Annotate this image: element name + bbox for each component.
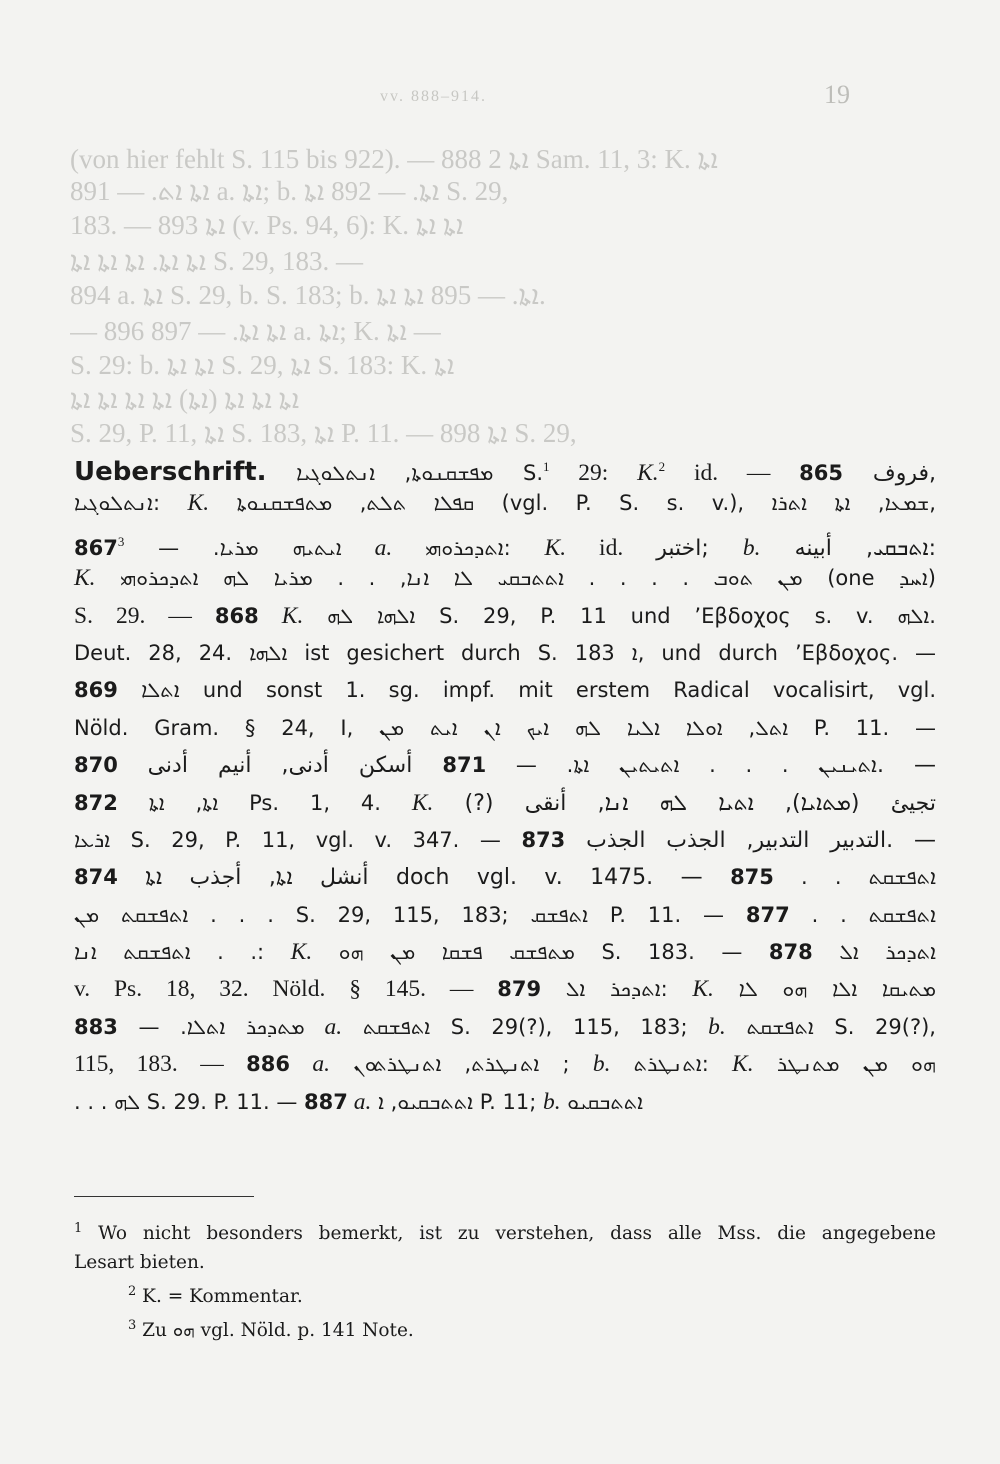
text-run: v. Ps. 18, 32. Nöld. § 145. — bbox=[74, 976, 498, 1003]
show-through-text bbox=[70, 312, 930, 350]
text-run: id. bbox=[566, 534, 657, 561]
text-run: ﺃﻧﺸﻞ ܐܬܐ, ﺃﺟﺬﺏ ܐܬܐ doch vgl. v. 1475. — bbox=[117, 865, 731, 891]
text-line bbox=[74, 635, 936, 672]
footnotes bbox=[74, 1214, 936, 1345]
text-run: 29: bbox=[549, 459, 638, 486]
abbreviation: K. bbox=[411, 789, 434, 816]
syriac-text: ܐܬܕܟܪ ܐܠ: bbox=[541, 977, 693, 1002]
syriac-text: ܐܬܝܢܝܢ . . . ܐܬܝܬܝܢ ܐܬܐ. — bbox=[117, 753, 877, 778]
text-run: id. — bbox=[665, 459, 800, 486]
text-line bbox=[74, 560, 936, 597]
text-run: ܐܬܦܫܩܬ ܡܢ . . . S. 29, 115, 183; ܐܬܦܫܩ P. 11. — bbox=[74, 902, 746, 927]
text-line bbox=[74, 485, 936, 522]
variant-label: a. bbox=[341, 534, 426, 561]
footnote-1 bbox=[74, 1214, 936, 1248]
text-run: Nöld. Gram. § 24, I, ܐܬܠ, ܐܘܠܐ ܐܠܝܐ ܠܗ ܐܝܟ ܐܢ ܐܝܬ ܡܢ P. 11. — bbox=[74, 715, 936, 740]
verse-number: 886 bbox=[246, 1052, 290, 1077]
ghost-line: S. 29, P. 11, ܐܬܐ S. 183, ܐܬܐ P. 11. — 898 ܐܬܐ S. 29, bbox=[70, 418, 577, 448]
verse-number: 875 bbox=[730, 865, 774, 890]
ghost-line: ܐܬܐ ܐܬܐ ܐܬܐ (ܐܬܐ) ܐܬܐ ܐܬܐ ܐܬܐ ܐܬܐ bbox=[70, 384, 300, 414]
syriac-text: ܗܘ ܡܢ ܡܬܢܛܪ bbox=[753, 1052, 936, 1077]
verse-number: 872 bbox=[74, 790, 118, 815]
text-line bbox=[74, 859, 936, 896]
text-run: ܐܬܠܐ und sonst 1. sg. impf. mit erstem Radical vocalisirt, vgl. bbox=[117, 678, 937, 703]
variant-label: b. bbox=[592, 1051, 611, 1078]
variant-label: b. bbox=[708, 1013, 726, 1040]
arabic-text: ﺃﺳﻜﻦ ﺃﺩﻧﻰ, ﺃﻧﻴﻢ ﺃﺩﻧﻰ. — bbox=[147, 753, 936, 779]
text-run: ܐܬܦܫܩܬ S. 29(?), 115, 183; bbox=[342, 1014, 709, 1039]
show-through-text bbox=[70, 414, 930, 452]
superscript: 3 bbox=[117, 533, 125, 549]
ghost-line: (von hier fehlt S. 115 bis 922). — 888 ܐܬܐ 2 Sam. 11, 3: K. ܐܬܐ bbox=[70, 144, 718, 174]
text-line bbox=[74, 523, 936, 560]
footnote-divider bbox=[74, 1196, 254, 1197]
footnote-3 bbox=[74, 1311, 936, 1345]
show-through-text bbox=[70, 380, 930, 418]
text-line bbox=[74, 1009, 936, 1046]
verse-number: 870 bbox=[74, 753, 118, 778]
text-run: . . . ܠܗ S. 29. P. 11. — bbox=[74, 1089, 305, 1114]
text-run: (?) ﺗﺠﻴﺊ (ܡܬܐܝܐ), ܐܬܝܐ ܠܗ ܐܢܐ, ﺃﻧﻘﻰ bbox=[433, 790, 936, 816]
syriac-text: ܐܬܕܟܪ ܐܠ bbox=[812, 940, 936, 965]
text-run: S. 29. — bbox=[74, 602, 215, 629]
text-run: ܐܬܦܫܩܬ S. 29(?), bbox=[725, 1014, 936, 1039]
variant-label: a. bbox=[304, 1013, 343, 1040]
text-run: ܐܬܬܒܩܝܘ, ܐ P. 11; bbox=[371, 1089, 543, 1114]
verse-number: 868 bbox=[214, 603, 259, 628]
text-line bbox=[74, 448, 936, 485]
abbreviation: K. bbox=[258, 602, 304, 629]
syriac-text: ܐܬܕܟܪܘܗܝ: bbox=[425, 535, 545, 560]
text-line bbox=[74, 971, 936, 1008]
footnote-text: Wo nicht besonders bemerkt, ist zu verstehen, dass alle Mss. die angegebene bbox=[98, 1223, 936, 1245]
text-run: ܐܬܐ, ܐܬܐ Ps. 1, 4. bbox=[117, 790, 412, 815]
text-line bbox=[74, 1084, 936, 1121]
section-heading: Ueberschrift. bbox=[74, 456, 267, 487]
verse-number: 865 bbox=[799, 460, 843, 485]
syriac-text: ܐܢܬܠܘܓܝܐ: bbox=[74, 491, 188, 516]
abbreviation: K. bbox=[187, 490, 210, 517]
ghost-line: ܐܬܐ ܐܬ. — 891 a. ܐܬܐ; b. ܐܬܐ. — 892 ܐܬܐ S. 29, bbox=[70, 176, 509, 206]
verse-number: 871 bbox=[442, 753, 487, 778]
text-run: ܐܝܬܝܗ ܡܪܝܐ. — bbox=[124, 535, 342, 560]
text-line bbox=[74, 598, 936, 635]
footnote-marker: 2 bbox=[128, 1284, 137, 1300]
superscript: 2 bbox=[658, 459, 666, 474]
abbreviation: K. bbox=[74, 565, 96, 592]
footnote-text: Zu ܗܘ vgl. Nöld. p. 141 Note. bbox=[142, 1320, 414, 1342]
verse-number: 879 bbox=[497, 977, 542, 1002]
text-line bbox=[74, 710, 936, 747]
verse-number: 887 bbox=[304, 1089, 348, 1114]
text-run: Deut. 28, 24. ܐܠܗܐ ist gesichert durch S. 183 ܐ, und durch ’Εβδοχος. — bbox=[74, 640, 936, 665]
text-line bbox=[74, 672, 936, 709]
footnote-marker: 3 bbox=[128, 1318, 137, 1334]
verse-number: 874 bbox=[74, 865, 118, 890]
show-through-text bbox=[70, 276, 930, 314]
show-through-text bbox=[70, 346, 930, 384]
text-run: 115, 183. — bbox=[74, 1051, 247, 1078]
syriac-text: ܐܬܢܛܪܬ, ܐܬܢܛܪܬܘܢ ; bbox=[330, 1052, 593, 1077]
running-head: vv. 888–914. bbox=[380, 88, 487, 105]
verse-number: 869 bbox=[74, 678, 118, 703]
footnote-1-continued bbox=[74, 1248, 936, 1277]
abbreviation: K. bbox=[692, 976, 714, 1003]
ghost-line: 894 a. ܐܬܐ S. 29, b. S. 183; b. ܐܬܐ. — 895 ܐܬܐ ܐܬܐ. bbox=[70, 280, 546, 310]
abbreviation: K. bbox=[290, 939, 313, 966]
footnote-text: K. = Kommentar. bbox=[142, 1286, 303, 1308]
syriac-text: ܐܬܬܒܩܝܘ bbox=[560, 1089, 644, 1114]
text-line bbox=[74, 822, 936, 859]
abbreviation: K. bbox=[544, 534, 567, 561]
text-run: ܡܢ ܬܘܒ . . . . ܐܬܬܒܩܝ ܠܐ ܐܢܐ, . . ܡܪܝܐ ܠܗ ܐܬܕܟܪܘܗܝ (one ܐܚܕ) bbox=[95, 566, 936, 591]
text-run: ܡܬܦܫܩ ܦܫܩܐ ܡܢ ܗܘ S. 183. — bbox=[312, 940, 769, 965]
text-line bbox=[74, 934, 936, 971]
arabic-text: ﻓﺮﻭﻑ, bbox=[843, 460, 936, 486]
arabic-text: ﺍﺧﺘﺒﺮ; bbox=[656, 535, 743, 561]
text-line bbox=[74, 747, 936, 784]
ghost-line: ܐܬܐ ܐܬܐ. ܐܬܐ ܐܬܐ ܐܬܐ S. 29, 183. — bbox=[70, 246, 363, 276]
variant-label: a. bbox=[289, 1051, 331, 1078]
verse-number: 877 bbox=[745, 902, 790, 927]
show-through-text bbox=[70, 172, 930, 210]
verse-number: 873 bbox=[521, 827, 566, 852]
show-through-text bbox=[70, 242, 930, 280]
abbreviation: K. bbox=[637, 459, 659, 486]
text-run: ܐܠܗܐ ܠܗ S. 29, P. 11 und ’Εβδοχος s. v. ܐܠܗ. bbox=[303, 603, 936, 628]
text-run: ܩܦܠܐ ܬܠܬ, ܡܬܦܫܩܢܘܬܐ (vgl. P. S. s. v.), ܫܡܥܐ, ܐܬܐ ܐܬܪܐ, bbox=[209, 491, 936, 516]
main-text bbox=[74, 448, 936, 1121]
arabic-text: ﺍﻟﺘﺪﺑﻴﺮ ﺍﻟﺘﺪﺑﻴﺮ, ﺍﻟﺠﺬﺏ ﺍﻟﺠﺬﺏ. — bbox=[565, 827, 936, 853]
verse-number: 883 bbox=[74, 1014, 118, 1039]
footnote-marker: 1 bbox=[74, 1221, 83, 1236]
text-run: ܡܦܫܩܢܘܬܐ, ܐܢܬܠܘܓܝܐ S. bbox=[266, 460, 544, 485]
syriac-text: ܐܬܦܫܩܬ ܐܢܐ . .: bbox=[74, 940, 291, 965]
verse-number: 867 bbox=[74, 535, 118, 560]
abbreviation: K. bbox=[732, 1051, 754, 1078]
footnote-text: Lesart bieten. bbox=[74, 1252, 205, 1274]
syriac-text: . . ܐܬܦܫܩܬ bbox=[789, 902, 936, 927]
page-number: 19 bbox=[824, 80, 850, 109]
variant-label: a. bbox=[347, 1088, 372, 1115]
footnote-2 bbox=[74, 1277, 936, 1311]
arabic-text: ܐܬܒܩܝ, ﺃﺑﻴﻨﻪ: bbox=[760, 535, 936, 561]
text-run: ܐܪܥܐ S. 29, P. 11, vgl. v. 347. — bbox=[74, 827, 522, 852]
ghost-line: — 896 ܐܬܐ ܐܬܐ. — 897 a. ܐܬܐ; K. ܐܬܐ — bbox=[70, 316, 441, 346]
syriac-text: . . ܐܬܦܫܩܬ bbox=[773, 865, 936, 890]
syriac-text: ܐܬܢܛܪܬ: bbox=[610, 1052, 733, 1077]
text-line bbox=[74, 785, 936, 822]
variant-label: b. bbox=[742, 534, 761, 561]
text-line bbox=[74, 897, 936, 934]
syriac-text: ܡܬܕܟܪ ܐܬܠܐ. — bbox=[117, 1014, 305, 1039]
text-line bbox=[74, 1046, 936, 1083]
ghost-line: 183. — 893 ܐܬܐ (v. Ps. 94, 6): K. ܐܬܐ ܐܬܐ bbox=[70, 210, 464, 240]
variant-label: b. bbox=[542, 1088, 561, 1115]
ghost-line: S. 29: b. ܐܬܐ ܐܬܐ S. 29, ܐܬܐ S. 183: K. ܐܬܐ bbox=[70, 350, 455, 380]
verse-number: 878 bbox=[768, 940, 813, 965]
syriac-text: ܡܬܝܩܐ ܐܠܐ ܗܘ ܠܐ bbox=[713, 977, 936, 1002]
superscript: 1 bbox=[543, 459, 550, 474]
show-through-text bbox=[70, 206, 930, 244]
